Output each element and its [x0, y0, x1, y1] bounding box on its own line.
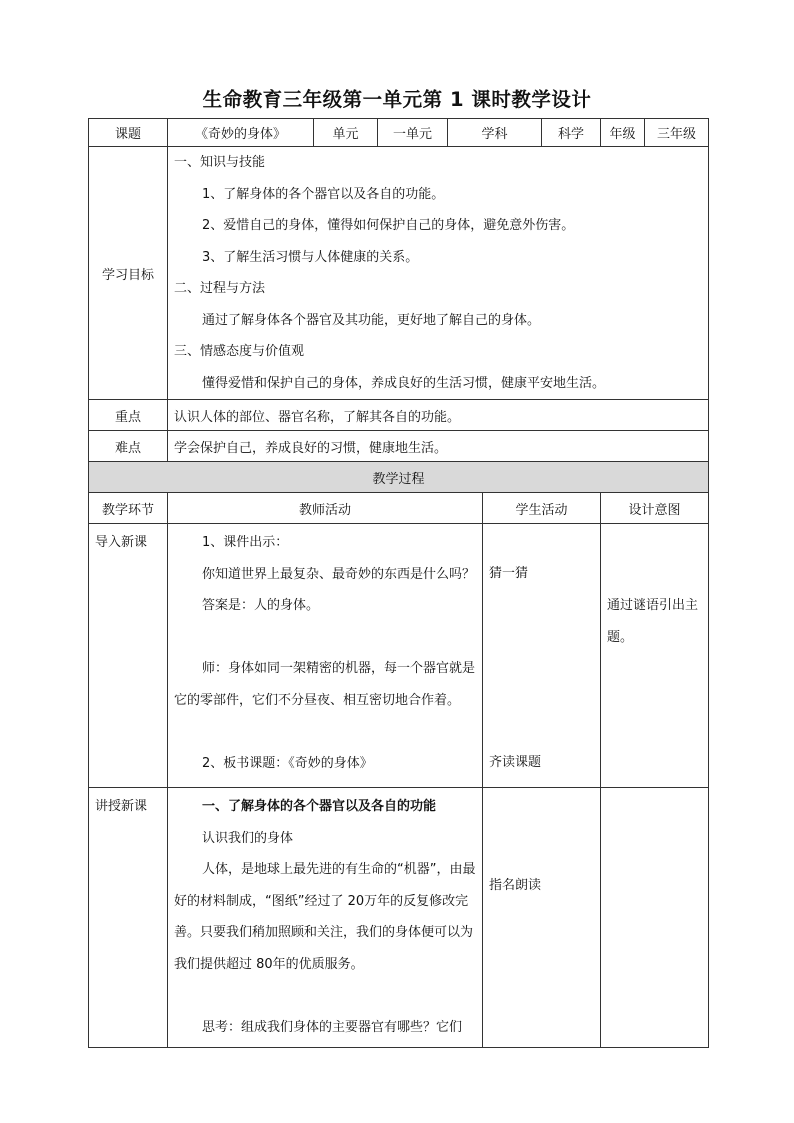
topic-value: 《奇妙的身体》 [168, 119, 314, 147]
header-row [89, 119, 709, 147]
intro-design-intent [601, 524, 709, 788]
objective-item: 懂得爱惜和保护自己的身体，养成良好的生活习惯，健康平安地生活。 [202, 375, 606, 391]
process-header-row [89, 493, 709, 524]
column-header-student: 学生活动 [483, 493, 601, 524]
unit-value: 一单元 [378, 119, 448, 147]
intro-intent-text: 通过谜语引出主题。 [607, 598, 699, 645]
new-lesson-row [89, 788, 709, 1048]
objective-item: 通过了解身体各个器官及其功能，更好地了解自己的身体。 [202, 312, 541, 328]
intro-teacher-line: 2、板书课题：《奇妙的身体》 [202, 755, 373, 771]
key-point-label: 重点 [89, 400, 168, 431]
new-lesson-teacher-activity [168, 788, 483, 1048]
lesson-plan-table [88, 118, 709, 1048]
intro-stage [89, 524, 168, 788]
intro-teacher-activity [168, 524, 483, 788]
objective-heading-knowledge: 一、知识与技能 [174, 155, 266, 170]
intro-teacher-line: 1、课件出示： [202, 535, 289, 550]
new-lesson-subheading: 认识我们的身体 [202, 830, 294, 846]
objective-item: 3、了解生活习惯与人体健康的关系。 [202, 249, 419, 265]
objective-heading-process: 二、过程与方法 [174, 281, 266, 296]
new-lesson-question: 思考：组成我们身体的主要器官有哪些？它们 [202, 1019, 463, 1035]
key-point-row [89, 400, 709, 431]
column-header-stage: 教学环节 [89, 493, 168, 524]
subject-label: 学科 [448, 119, 542, 147]
intro-teacher-line: 你知道世界上最复杂、最奇妙的东西是什么吗？ [202, 566, 476, 582]
intro-student-line: 猜一猜 [489, 566, 529, 581]
new-lesson-student-activity [483, 788, 601, 1048]
subject-value: 科学 [542, 119, 601, 147]
new-lesson-student-line: 指名朗读 [489, 878, 542, 893]
new-lesson-stage-label: 讲授新课 [95, 799, 148, 814]
objectives-label: 学习目标 [89, 147, 168, 400]
page-title: 生命教育三年级第一单元第 1 课时教学设计 [202, 88, 592, 111]
intro-row [89, 524, 709, 788]
column-header-teacher: 教师活动 [168, 493, 483, 524]
new-lesson-stage [89, 788, 168, 1048]
objectives-row [89, 147, 709, 400]
unit-label: 单元 [314, 119, 378, 147]
new-lesson-paragraph: 人体，是地球上最先进的有生命的“机器”，由最好的材料制成，“图纸”经过了 20万年的反复修改完善。只要我们稍加照顾和关注，我们的身体便可以为我们提供超过 80年的优质服务。 [174, 862, 476, 972]
objectives-content [168, 147, 709, 400]
process-section-title: 教学过程 [89, 462, 709, 493]
difficulty-text: 学会保护自己，养成良好的习惯，健康地生活。 [168, 431, 709, 462]
intro-student-activity [483, 524, 601, 788]
key-point-text: 认识人体的部位、器官名称，了解其各自的功能。 [168, 400, 709, 431]
intro-teacher-line: 师：身体如同一架精密的机器，每一个器官就是它的零部件，它们不分昼夜、相互密切地合作着。 [174, 661, 476, 708]
intro-student-line: 齐读课题 [489, 754, 542, 770]
objective-item: 2、爱惜自己的身体，懂得如何保护自己的身体，避免意外伤害。 [202, 218, 575, 233]
intro-stage-label: 导入新课 [95, 535, 148, 550]
grade-label: 年级 [601, 119, 645, 147]
difficulty-label: 难点 [89, 431, 168, 462]
objective-heading-attitude: 三、情感态度与价值观 [174, 344, 305, 359]
new-lesson-heading: 一、了解身体的各个器官以及各自的功能 [202, 799, 437, 814]
objective-item: 1、了解身体的各个器官以及各自的功能。 [202, 186, 445, 202]
grade-value: 三年级 [645, 119, 709, 147]
intro-teacher-line: 答案是：人的身体。 [202, 598, 320, 613]
topic-label: 课题 [89, 119, 168, 147]
new-lesson-design-intent [601, 788, 709, 1048]
column-header-intent: 设计意图 [601, 493, 709, 524]
difficulty-row [89, 431, 709, 462]
process-section-row [89, 462, 709, 493]
